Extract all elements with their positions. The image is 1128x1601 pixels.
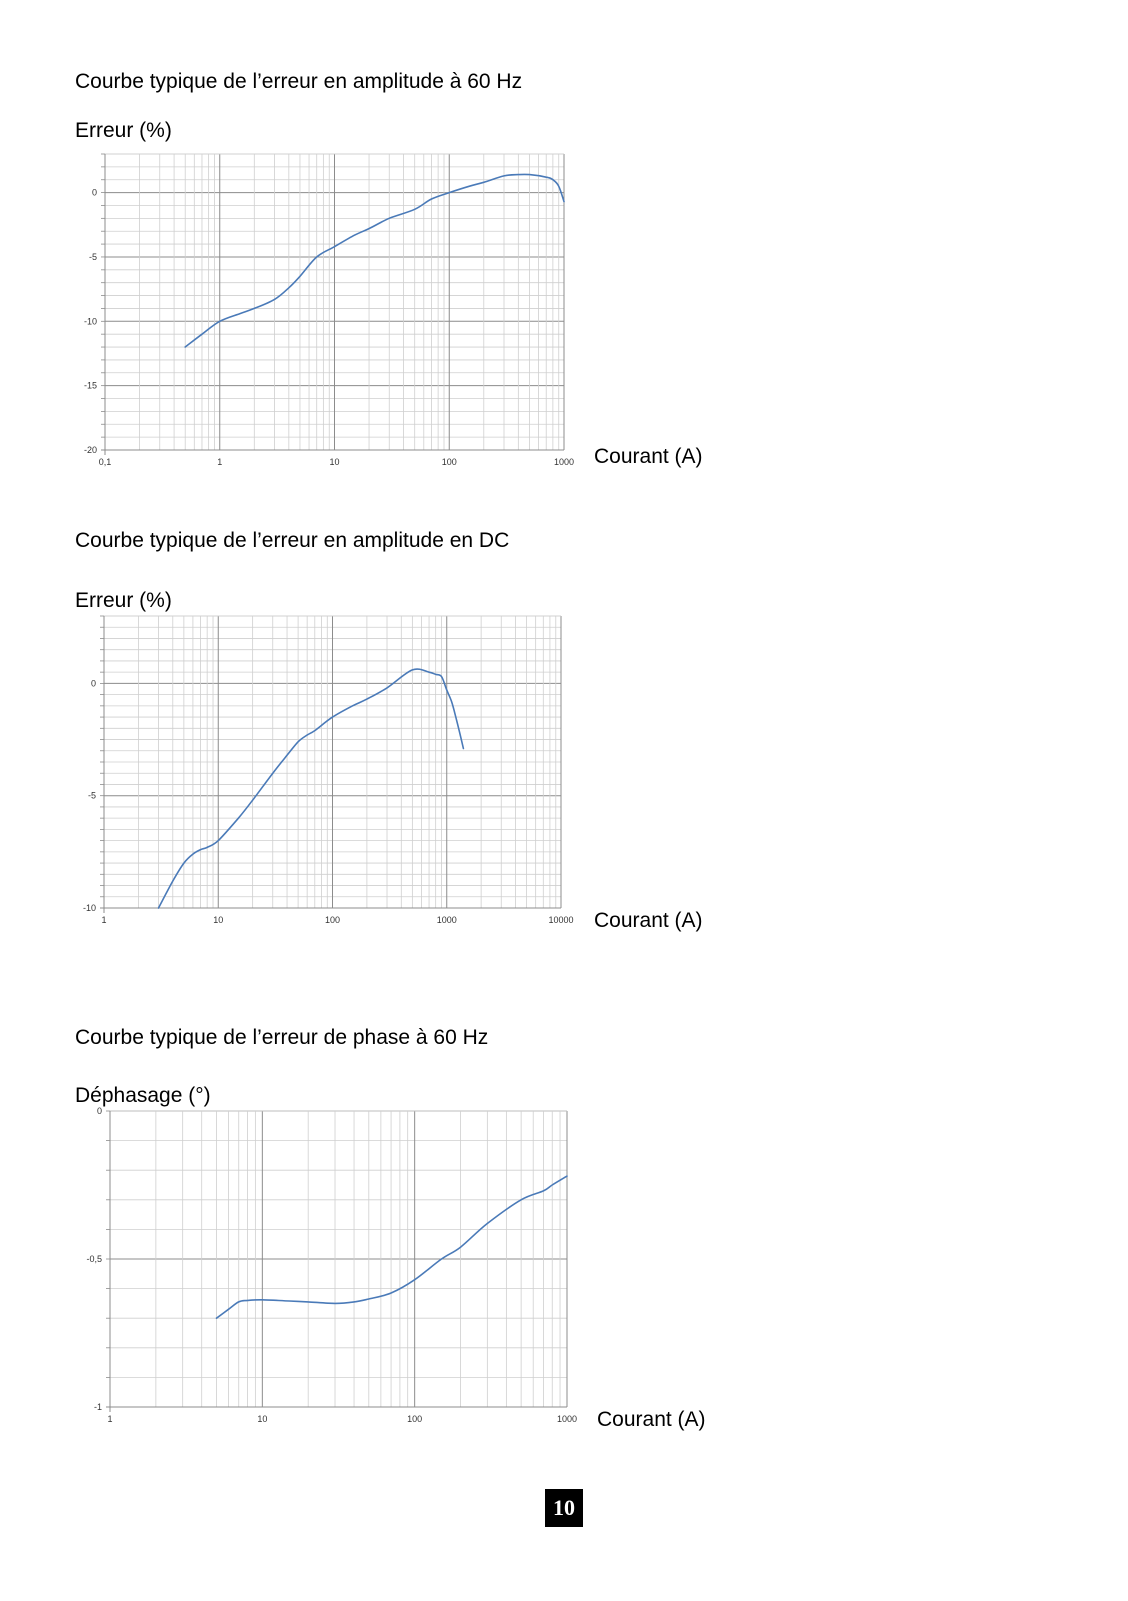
chart1-x-tick-label: 10	[329, 457, 340, 467]
chart2-x-axis-label: Courant (A)	[594, 909, 703, 932]
chart3-grid	[106, 1111, 567, 1412]
chart3-x-axis-label: Courant (A)	[597, 1408, 706, 1431]
chart3-y-tick-label: -1	[93, 1402, 102, 1412]
chart2-series-line	[159, 669, 464, 908]
chart1-title: Courbe typique de l’erreur en amplitude à 60 Hz	[75, 70, 523, 93]
chart1-x-tick-label: 100	[441, 457, 457, 467]
chart1-x-tick-label: 1000	[553, 457, 575, 467]
chart2-grid	[100, 616, 561, 913]
chart2-x-tick-label: 10	[213, 915, 224, 925]
chart2-y-axis-label: Erreur (%)	[75, 589, 172, 612]
chart2-plot	[75, 615, 715, 955]
chart3-x-tick-label: 1000	[556, 1414, 578, 1424]
chart3-y-tick-label: 0	[96, 1106, 102, 1116]
chart2-x-tick-label: 100	[324, 915, 341, 925]
chart2-x-tick-label: 1	[101, 915, 107, 925]
chart3-y-tick-label: -0,5	[86, 1254, 102, 1264]
chart3-series-line	[217, 1176, 568, 1318]
chart1-x-axis-label: Courant (A)	[594, 445, 703, 468]
chart1-y-tick-label: 0	[91, 187, 97, 198]
chart1-y-tick-label: -15	[83, 380, 97, 391]
chart2-y-tick-label: -5	[87, 790, 96, 801]
chart1-y-axis-label: Erreur (%)	[75, 119, 172, 142]
chart1-y-tick-label: -10	[83, 316, 97, 327]
chart1-x-tick-label: 0,1	[98, 457, 112, 467]
chart2-title: Courbe typique de l’erreur en amplitude en DC	[75, 529, 510, 552]
chart1-y-tick-label: -5	[88, 251, 97, 262]
chart1-plot	[75, 150, 715, 490]
chart3-x-tick-label: 10	[257, 1414, 268, 1424]
chart1-y-tick-label: -20	[83, 445, 97, 455]
chart3-x-tick-label: 1	[107, 1414, 113, 1424]
chart3-x-tick-label: 100	[407, 1414, 423, 1424]
chart3-y-axis-label: Déphasage (°)	[75, 1084, 211, 1107]
chart2-x-tick-label: 10000	[548, 915, 574, 925]
chart3-title: Courbe typique de l’erreur de phase à 60 Hz	[75, 1026, 489, 1049]
chart2-x-tick-label: 1000	[436, 915, 457, 925]
chart2-y-tick-label: 0	[90, 678, 96, 689]
chart2-y-tick-label: -10	[82, 903, 96, 913]
page-number: 10	[545, 1489, 583, 1527]
chart1-x-tick-label: 1	[217, 457, 223, 467]
chart1-grid	[101, 154, 564, 455]
